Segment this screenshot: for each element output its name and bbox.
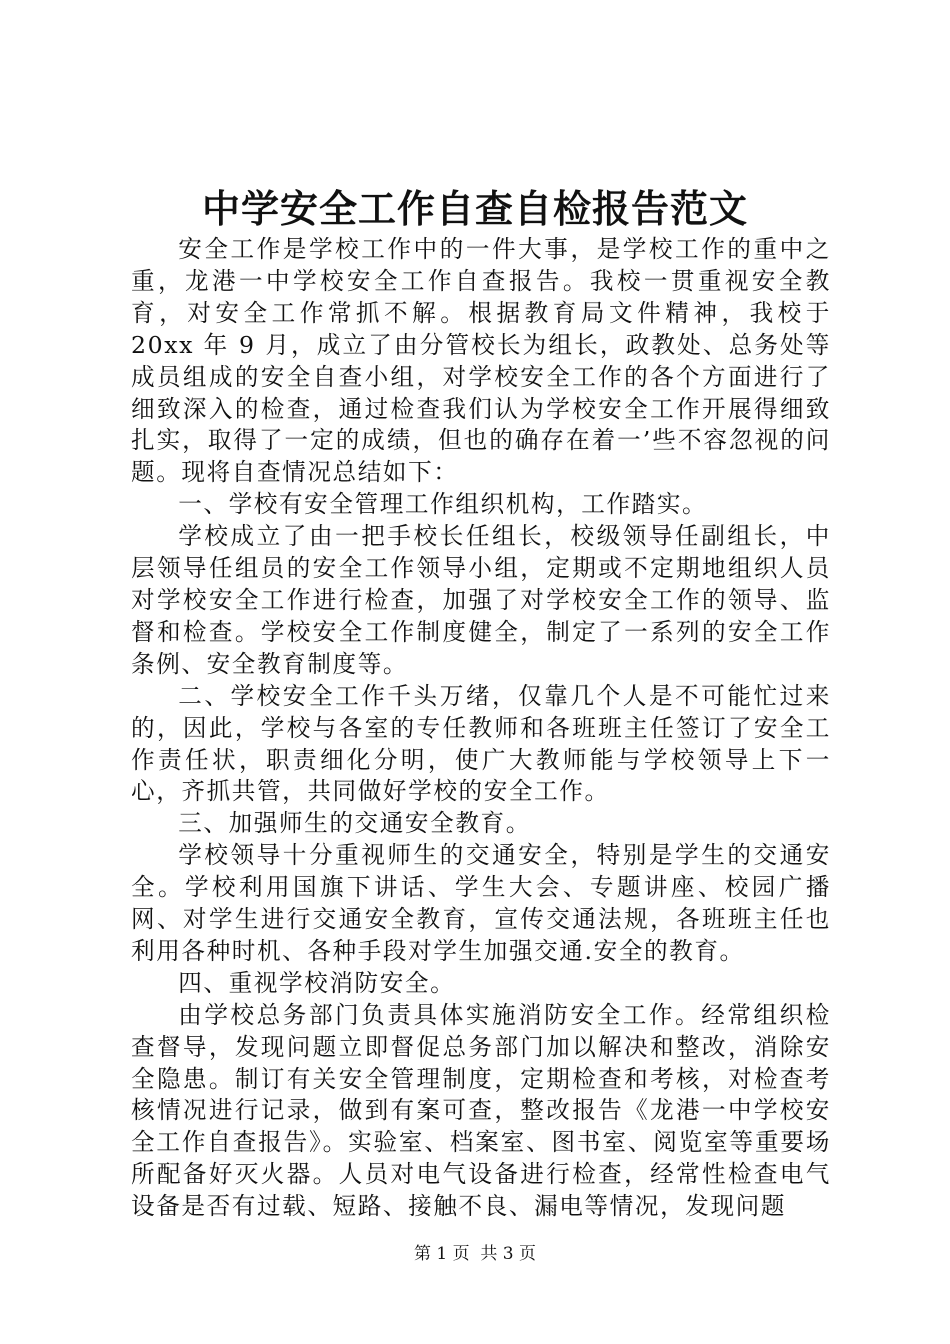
paragraph-heading-3: 三、加强师生的交通安全教育。 bbox=[178, 809, 531, 838]
page-footer bbox=[0, 1243, 950, 1265]
paragraph-intro: 安全工作是学校工作中的一件大事，是学校工作的重中之重，龙港一中学校安全工作自查报告。我校一贯重视安全教育，对安全工作常抓不解。根据教育局文件精神，我校于 20xx 年 9 月，成立了由分管校长为组长，政教处、总务处等成员组成的安全自查小组，对学校安全工作的各个方面进行了细致深入的检查，通过检查我们认为学校安全工作开展得细致扎实，取得了一定的成绩，但也的确存在着一’些不容忽视的问题。现将自查情况总结如下： bbox=[131, 235, 831, 487]
paragraph-heading-1: 一、学校有安全管理工作组织机构，工作踏实。 bbox=[178, 490, 708, 519]
paragraph-body-4: 由学校总务部门负责具体实施消防安全工作。经常组织检查督导，发现问题立即督促总务部门加以解决和整改，消除安全隐患。制订有关安全管理制度，定期检查和考核，对检查考核情况进行记录，做到有案可查，整改报告《龙港一中学校安全工作自查报告》。实验室、档案室、图书室、阅览室等重要场所配备好灭火器。人员对电气设备进行检查，经常性检查电气设备是否有过载、短路、接触不良、漏电等情况，发现问题 bbox=[131, 1000, 831, 1221]
paragraph-body-1: 学校成立了由一把手校长任组长，校级领导任副组长，中层领导任组员的安全工作领导小组，定期或不定期地组织人员对学校安全工作进行检查，加强了对学校安全工作的领导、监督和检查。学校安全工作制度健全，制定了一系列的安全工作条例、安全教育制度等。 bbox=[131, 522, 831, 678]
document-body bbox=[131, 234, 831, 1223]
document-title: 中学安全工作自查自检报告范文 bbox=[201, 186, 748, 231]
page-number: 第 1 页 bbox=[413, 1244, 470, 1264]
paragraph-body-3: 学校领导十分重视师生的交通安全，特别是学生的交通安全。学校利用国旗下讲话、学生大会、专题讲座、校园广播网、对学生进行交通安全教育，宣传交通法规，各班班主任也利用各种时机、各种手段对学生加强交通.安全的教育。 bbox=[131, 841, 831, 965]
paragraph-heading-4: 四、重视学校消防安全。 bbox=[178, 968, 456, 997]
paragraph-heading-2: 二、学校安全工作千头万绪，仅靠几个人是不可能忙过来的，因此，学校与各室的专任教师和各班班主任签订了安全工作责任状，职责细化分明，使广大教师能与学校领导上下一心，齐抓共管，共同做好学校的安全工作。 bbox=[131, 681, 831, 806]
page-total: 共 3 页 bbox=[480, 1244, 537, 1264]
